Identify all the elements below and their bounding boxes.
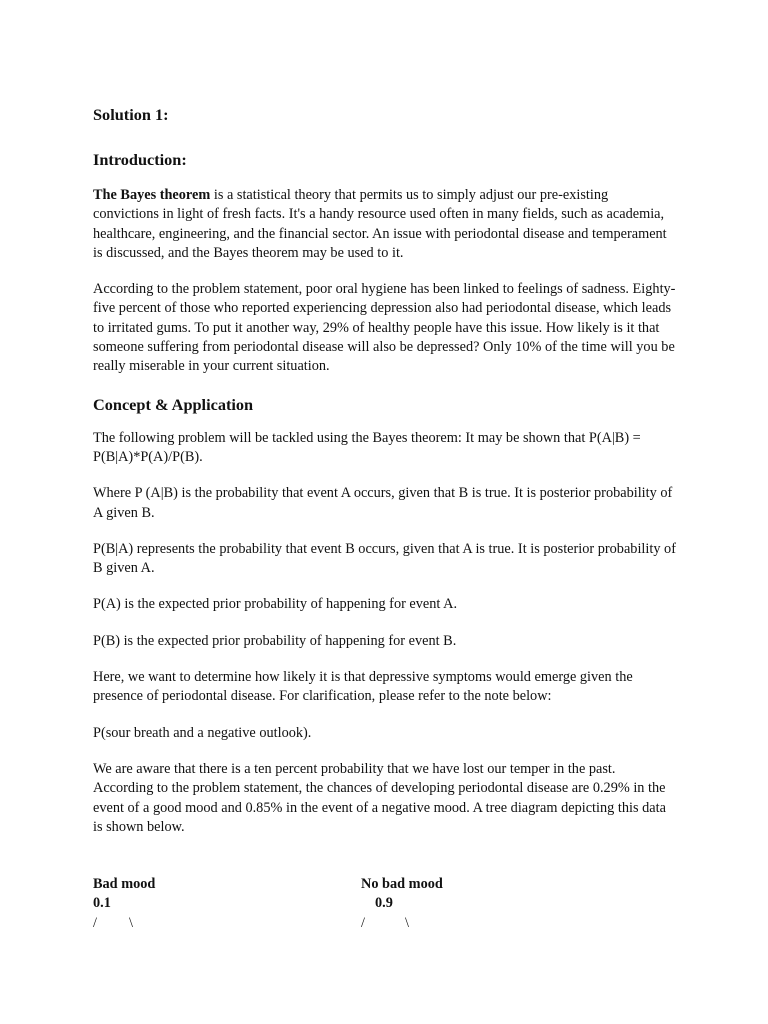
bad-mood-probability: 0.1 xyxy=(93,895,111,912)
no-bad-mood-left-branch: / xyxy=(361,914,365,931)
bayes-theorem-term: The Bayes theorem xyxy=(93,187,211,203)
bad-mood-right-branch: \ xyxy=(128,914,133,931)
no-bad-mood-right-branch: \ xyxy=(404,914,409,931)
no-bad-mood-probability: 0.9 xyxy=(375,895,393,912)
tree-diagram xyxy=(93,875,676,935)
concept-paragraph-5: P(B) is the expected prior probability of happening for event B. xyxy=(93,632,457,649)
intro-paragraph-2: According to the problem statement, poor oral hygiene has been linked to feelings of sadness. Eighty-five percent of those who reported experiencing depression also had periodontal disease, which leads to irritated gums. To put it another way, 29% of healthy people have this issue. How likely is it that someone suffering from periodontal disease will also be depressed? Only 10% of the time will you be really miserable in your current situation. xyxy=(93,281,676,375)
tree-branch-no-bad-mood xyxy=(361,875,443,933)
concept-paragraph-3: P(B|A) represents the probability that event B occurs, given that A is true. It is posterior probability of B given A. xyxy=(93,540,676,577)
tree-branch-bad-mood xyxy=(93,875,155,933)
solution-heading: Solution 1: xyxy=(93,105,169,124)
concept-paragraph-1: The following problem will be tackled using the Bayes theorem: It may be shown that P(A|B) = P(B|A)*P(A)/P(B). xyxy=(93,429,641,465)
no-bad-mood-branches xyxy=(361,914,409,933)
intro-paragraph-1-text: is a statistical theory that permits us to simply adjust our pre-existing convictions in light of fresh facts. It's a handy resource used often in many fields, such as academia, healthcare, engineering, and the financial sector. An issue with periodontal disease and temperament is discussed, and the Bayes theorem may be used to it. xyxy=(93,187,667,261)
concept-paragraph-7: P(sour breath and a negative outlook). xyxy=(93,724,312,741)
concept-paragraph-4: P(A) is the expected prior probability of happening for event A. xyxy=(93,596,458,613)
bad-mood-branches xyxy=(93,914,133,933)
concept-heading: Concept & Application xyxy=(93,394,254,414)
bad-mood-left-branch: / xyxy=(93,914,97,931)
concept-paragraph-2: Where P (A|B) is the probability that event A occurs, given that B is true. It is posterior probability of A given B. xyxy=(93,485,673,521)
concept-paragraph-6: Here, we want to determine how likely it is that depressive symptoms would emerge given the presence of periodontal disease. For clarification, please refer to the note below: xyxy=(93,669,633,705)
concept-paragraph-8: We are aware that there is a ten percent probability that we have lost our temper in the past. According to the problem statement, the chances of developing periodontal disease are 0.29% in the event of a good mood and 0.85% in the event of a negative mood. A tree diagram depicting this data is shown below. xyxy=(93,760,666,835)
no-bad-mood-label: No bad mood xyxy=(361,876,443,893)
intro-paragraph-1 xyxy=(93,186,676,263)
introduction-heading: Introduction: xyxy=(93,150,187,169)
bad-mood-label: Bad mood xyxy=(93,876,156,893)
